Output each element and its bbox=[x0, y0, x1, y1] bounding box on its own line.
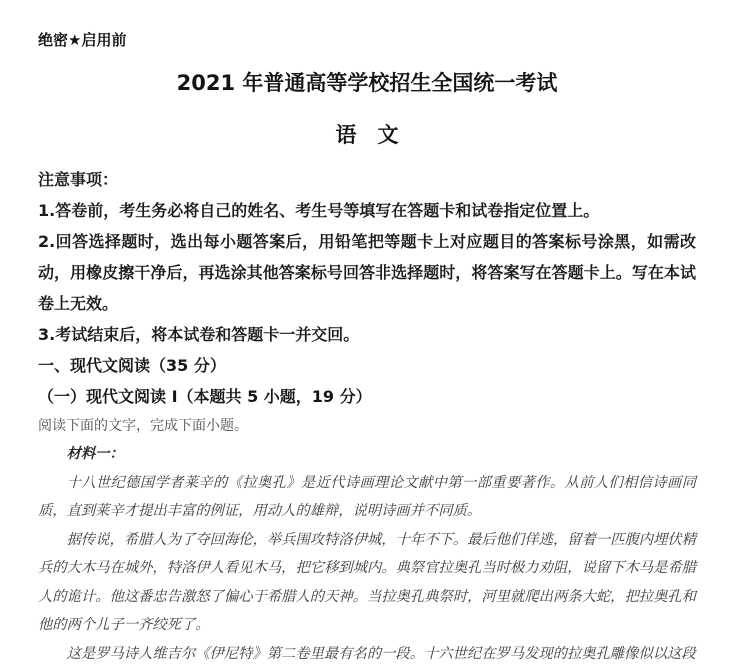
classification-banner: 绝密★启用前 bbox=[38, 30, 696, 50]
notice-item-3: 3.考试结束后，将本试卷和答题卡一并交回。 bbox=[38, 319, 696, 350]
material-paragraph-3: 这是罗马诗人维吉尔《伊尼特》第二卷里最有名的一段。十六世纪在罗马发现的拉奥孔雕像似以这段 bbox=[38, 640, 696, 668]
material-paragraph-1: 十八世纪德国学者莱辛的《拉奥孔》是近代诗画理论文献中第一部重要著作。从前人们相信诗画同质，直到莱辛才提出丰富的例证，用动人的雄辩，说明诗画并不同质。 bbox=[38, 469, 696, 526]
notice-heading: 注意事项： bbox=[38, 164, 696, 195]
subsection-heading-reading-1: （一）现代文阅读 I（本题共 5 小题，19 分） bbox=[38, 381, 696, 412]
material-one-label: 材料一： bbox=[38, 440, 696, 469]
subject-title: 语 文 bbox=[38, 122, 696, 148]
notice-item-1: 1.答卷前，考生务必将自己的姓名、考生号等填写在答题卡和试卷指定位置上。 bbox=[38, 195, 696, 226]
reading-instruction: 阅读下面的文字，完成下面小题。 bbox=[38, 412, 696, 440]
notice-item-2: 2.回答选择题时，选出每小题答案后，用铅笔把等题卡上对应题目的答案标号涂黑，如需改动，用橡皮擦干净后，再选涂其他答案标号回答非选择题时，将答案写在答题卡上。写在本试卷上无效。 bbox=[38, 226, 696, 319]
material-one-section bbox=[38, 440, 696, 668]
section-heading-modern-reading: 一、现代文阅读（35 分） bbox=[38, 350, 696, 381]
exam-title: 2021 年普通高等学校招生全国统一考试 bbox=[38, 70, 696, 96]
notice-section bbox=[38, 164, 696, 350]
material-paragraph-2: 据传说，希腊人为了夺回海伦，举兵围攻特洛伊城，十年不下。最后他们佯逃，留着一匹腹内埋伏精兵的大木马在城外，特洛伊人看见木马，把它移到城内。典祭官拉奥孔当时极力劝阻，说留下木马是希腊人的诡计。他这番忠告激怒了偏心于希腊人的天神。当拉奥孔典祭时，河里就爬出两条大蛇，把拉奥孔和他的两个儿子一齐绞死了。 bbox=[38, 526, 696, 640]
